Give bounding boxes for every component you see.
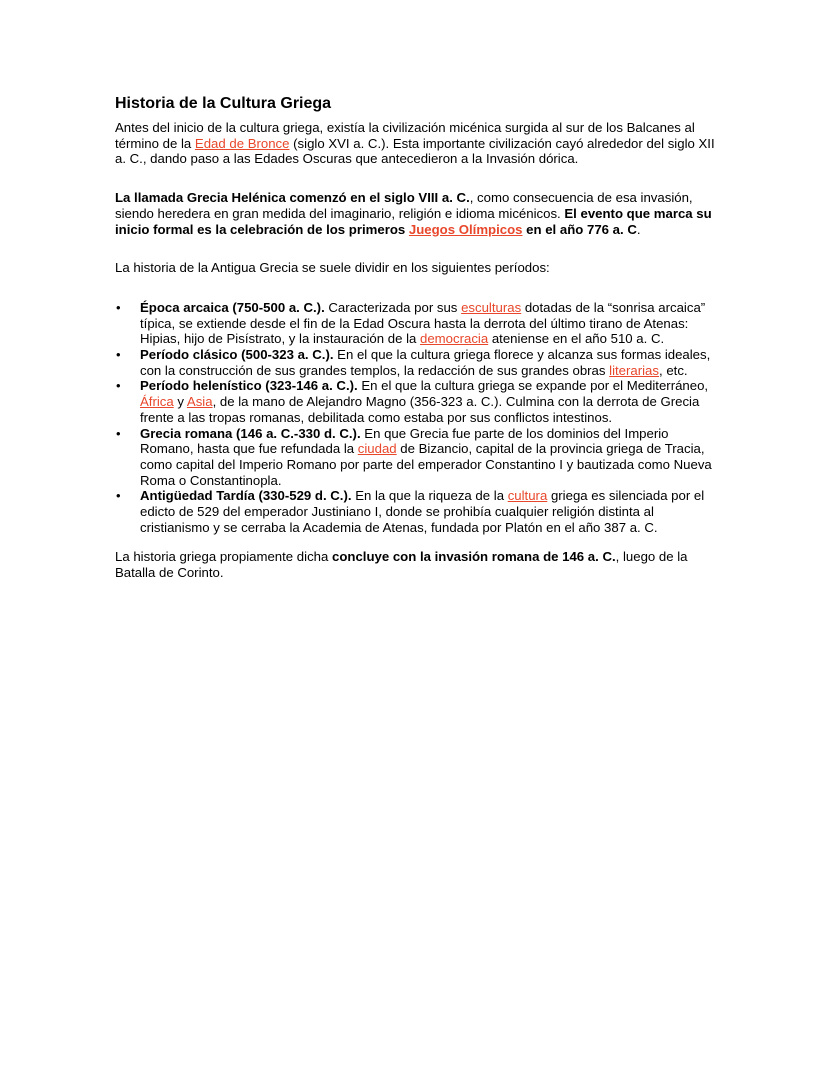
text-span: Caracterizada por sus [324, 299, 462, 315]
bold-text: en el año 776 a. C [522, 221, 637, 237]
intro-paragraph [115, 120, 715, 167]
periods-intro: La historia de la Antigua Grecia se suele dividir en los siguientes períodos: [115, 260, 550, 276]
period-heading: Grecia romana (146 a. C.-330 d. C.). [140, 425, 361, 441]
period-item-clasico [115, 347, 715, 378]
text-span: En la que la riqueza de la [351, 488, 508, 504]
text-span: , de la mano de Alejandro Magno (356-323 a. C.). Culmina con la derrota de Grecia frente a las tropas romanas, debilitada como estaba por sus conflictos intestinos. [140, 394, 700, 425]
period-heading: Antigüedad Tardía (330-529 d. C.). [140, 488, 352, 504]
text-span: de Bizancio, capital de la provincia griega de Tracia, como capital del Imperio Romano por parte del emperador Constantino I y bautizada como Nueva Roma o Constantinopla. [140, 441, 712, 488]
period-heading: Período clásico (500-323 a. C.). [140, 347, 334, 363]
bullet-icon: • [116, 378, 121, 394]
period-item-arcaica [115, 300, 715, 347]
conclusion-paragraph [115, 549, 715, 580]
link-ciudad[interactable]: ciudad [357, 441, 397, 457]
link-esculturas[interactable]: esculturas [461, 299, 522, 315]
link-democracia[interactable]: democracia [420, 331, 489, 347]
link-cultura[interactable]: cultura [507, 488, 548, 504]
text-span: Antes del inicio de la cultura griega, existía la civilización micénica surgida al sur de los Balcanes al término de la [115, 120, 695, 151]
text-span: En que Grecia fue parte de los dominios del Imperio Romano, hasta que fue refundada la [140, 425, 669, 457]
text-span: La historia griega propiamente dicha [115, 549, 332, 565]
text-span: En el que la cultura griega se expande por el Mediterráneo, [357, 378, 709, 394]
bold-text: concluye con la invasión romana de 146 a. C. [332, 549, 616, 565]
text-span: griega es silenciada por el edicto de 529 del emperador Justiniano I, donde se prohibía cualquier religión distinta al cristianismo y se cerraba la Academia de Atenas, fundada por Platón en el año 387 a. C. [140, 488, 705, 535]
period-item-grecia-romana [115, 426, 715, 489]
period-heading: Período helenístico (323-146 a. C.). [140, 378, 358, 394]
text-span: , etc. [659, 362, 688, 378]
bold-text: La llamada Grecia Helénica comenzó en el siglo VIII a. C. [115, 190, 470, 206]
text-span: y [173, 394, 187, 410]
period-heading: Época arcaica (750-500 a. C.). [140, 299, 325, 315]
link-literarias[interactable]: literarias [609, 362, 659, 378]
bold-text: El evento que marca su inicio formal es la celebración de los primeros [115, 205, 712, 237]
text-span: (siglo XVI a. C.). Esta importante civilización cayó alrededor del siglo XII a. C., dando paso a las Edades Oscuras que antecedieron a la Invasión dórica. [115, 135, 715, 167]
page-title: Historia de la Cultura Griega [115, 95, 332, 112]
bullet-icon: • [116, 425, 121, 441]
text-span: , como consecuencia de esa invasión, siendo heredera en gran medida del imaginario, religión e idioma micénicos. [115, 190, 693, 221]
link-juegos-olimpicos[interactable]: Juegos Olímpicos [408, 221, 523, 237]
hellenic-paragraph [115, 190, 715, 237]
text-span: , luego de la Batalla de Corinto. [115, 549, 688, 581]
link-asia[interactable]: Asia [186, 394, 213, 410]
period-item-antiguedad-tardia [115, 488, 715, 535]
bullet-icon: • [116, 347, 121, 363]
document-page [115, 94, 715, 581]
text-span: ateniense en el año 510 a. C. [488, 331, 665, 347]
period-item-helenistico [115, 378, 715, 425]
periods-list [115, 300, 715, 536]
text-span: En el que la cultura griega florece y alcanza sus formas ideales, con la construcción de sus grandes templos, la redacción de sus grandes obras [140, 347, 711, 378]
text-span: . [636, 221, 641, 237]
link-africa[interactable]: África [140, 394, 174, 410]
link-edad-de-bronce[interactable]: Edad de Bronce [194, 135, 290, 151]
bullet-icon: • [116, 299, 121, 315]
text-span: dotadas de la “sonrisa arcaica” típica, se extiende desde el fin de la Edad Oscura hasta la derrota del último tirano de Atenas: Hipias, hijo de Pisístrato, y la instauración de la [140, 299, 706, 347]
bullet-icon: • [116, 488, 121, 504]
